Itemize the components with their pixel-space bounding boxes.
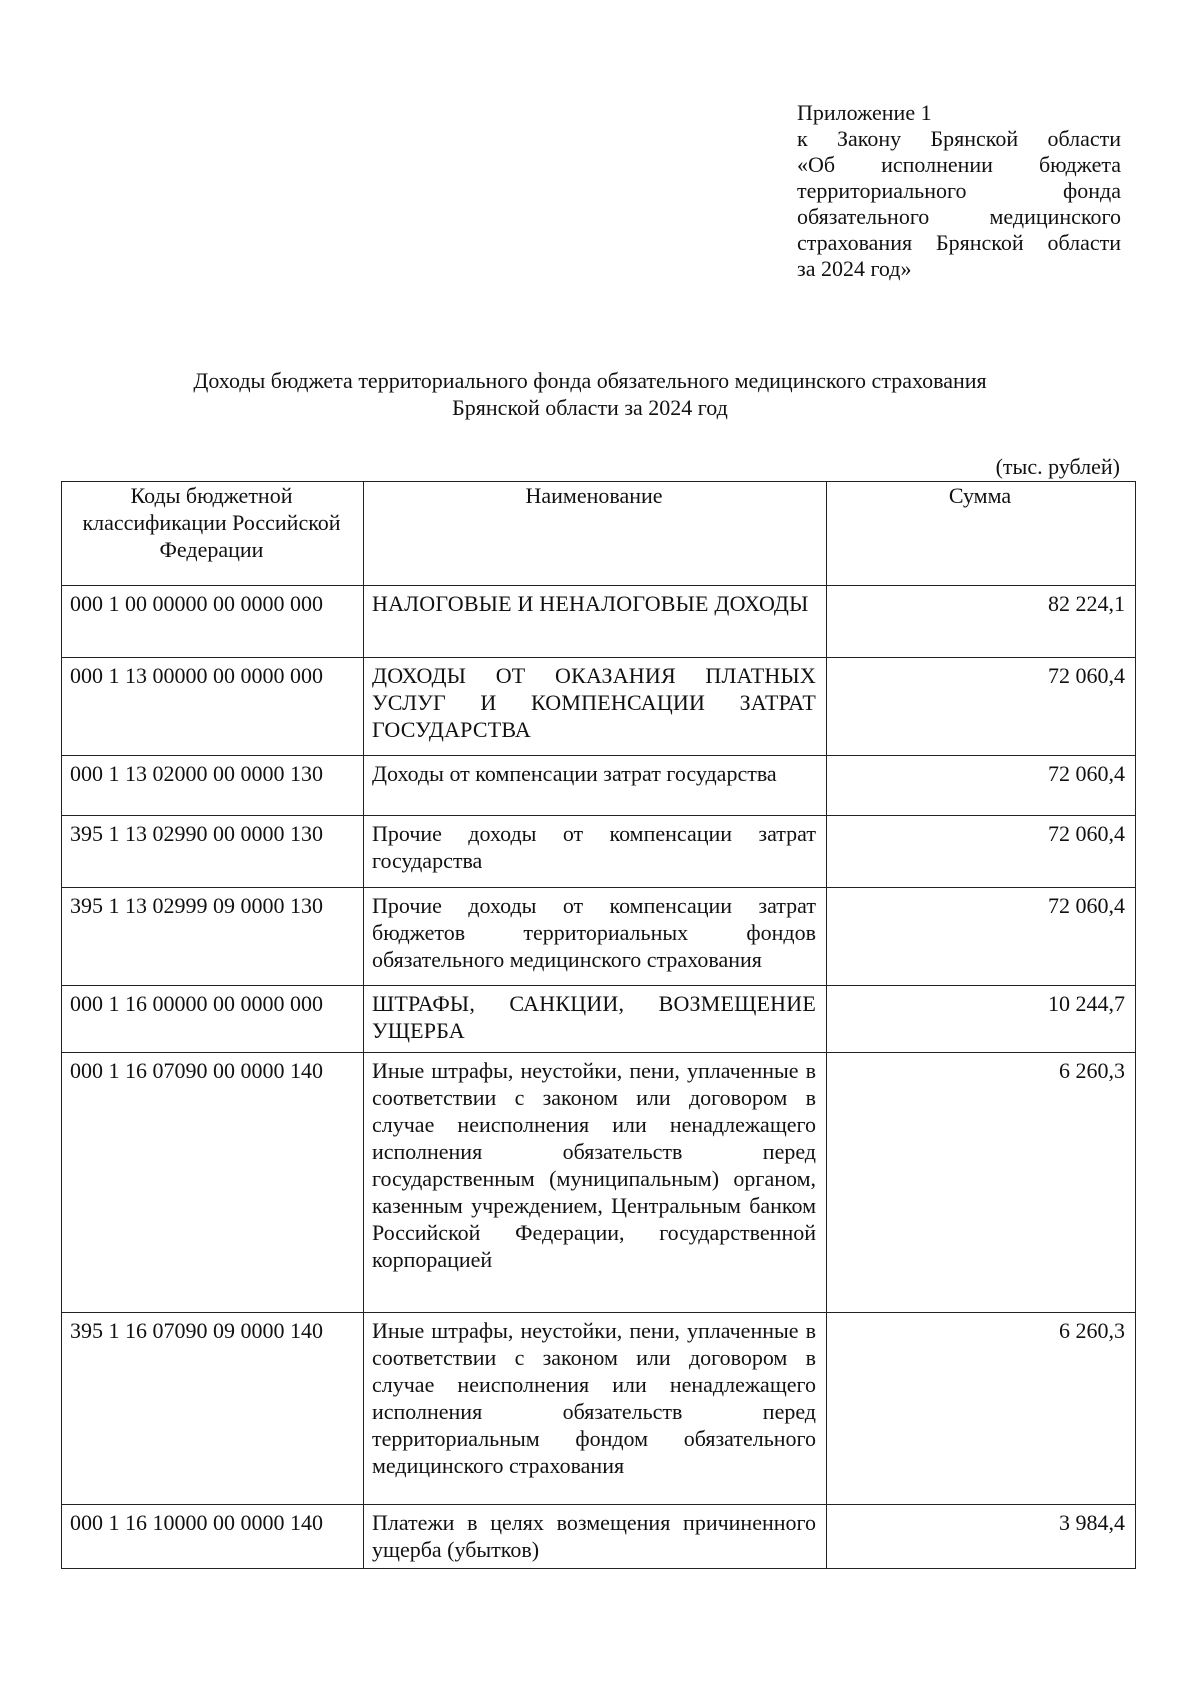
row-code: 395 1 13 02990 00 0000 130 xyxy=(62,816,364,888)
row-name: Доходы от компенсации затрат государства xyxy=(364,756,827,816)
row-code: 000 1 13 00000 00 0000 000 xyxy=(62,658,364,756)
table-row xyxy=(62,658,1136,756)
appendix-line: Приложение 1 xyxy=(797,100,932,125)
table-row xyxy=(62,888,1136,986)
row-name: Прочие доходы от компенсации затрат бюджетов территориальных фондов обязательного медицинского страхования xyxy=(364,888,827,986)
row-code: 000 1 13 02000 00 0000 130 xyxy=(62,756,364,816)
table-row xyxy=(62,1313,1136,1505)
row-code: 000 1 16 00000 00 0000 000 xyxy=(62,986,364,1053)
row-sum: 72 060,4 xyxy=(827,756,1136,816)
appendix-line: за 2024 год» xyxy=(797,256,912,281)
header-code: Коды бюджетной классификации Российской Федерации xyxy=(62,482,364,586)
table-row xyxy=(62,586,1136,658)
row-name: ДОХОДЫ ОТ ОКАЗАНИЯ ПЛАТНЫХ УСЛУГ И КОМПЕНСАЦИИ ЗАТРАТ ГОСУДАРСТВА xyxy=(364,658,827,756)
document-title xyxy=(60,367,1120,421)
appendix-line: территориального фонда xyxy=(797,178,1121,203)
row-sum: 6 260,3 xyxy=(827,1053,1136,1313)
row-code: 000 1 00 00000 00 0000 000 xyxy=(62,586,364,658)
appendix-line: страхования Брянской области xyxy=(797,230,1121,255)
row-code: 395 1 13 02999 09 0000 130 xyxy=(62,888,364,986)
units-label: (тыс. рублей) xyxy=(995,454,1120,479)
row-sum: 3 984,4 xyxy=(827,1505,1136,1569)
row-name: ШТРАФЫ, САНКЦИИ, ВОЗМЕЩЕНИЕ УЩЕРБА xyxy=(364,986,827,1053)
row-name: НАЛОГОВЫЕ И НЕНАЛОГОВЫЕ ДОХОДЫ xyxy=(364,586,827,658)
header-name: Наименование xyxy=(364,482,827,586)
appendix-line: «Об исполнении бюджета xyxy=(797,152,1121,177)
row-sum: 72 060,4 xyxy=(827,816,1136,888)
row-name: Иные штрафы, неустойки, пени, уплаченные в соответствии с законом или договором в случае неисполнения или ненадлежащего исполнения обязательств перед государственным (муниципальным) органом, казенным учреждением, Центральным банком Российской Федерации, государственной корпорацией xyxy=(364,1053,827,1313)
table-row xyxy=(62,1053,1136,1313)
row-code: 395 1 16 07090 09 0000 140 xyxy=(62,1313,364,1505)
table-row xyxy=(62,986,1136,1053)
document-title-line: Доходы бюджета территориального фонда обязательного медицинского страхования xyxy=(193,368,987,393)
table-row xyxy=(62,816,1136,888)
row-name: Иные штрафы, неустойки, пени, уплаченные в соответствии с законом или договором в случае неисполнения или ненадлежащего исполнения обязательств перед территориальным фондом обязательного медицинского страхования xyxy=(364,1313,827,1505)
row-sum: 82 224,1 xyxy=(827,586,1136,658)
row-name: Прочие доходы от компенсации затрат государства xyxy=(364,816,827,888)
table-header-row xyxy=(62,482,1136,586)
row-sum: 72 060,4 xyxy=(827,888,1136,986)
row-code: 000 1 16 07090 00 0000 140 xyxy=(62,1053,364,1313)
row-code: 000 1 16 10000 00 0000 140 xyxy=(62,1505,364,1569)
row-name: Платежи в целях возмещения причиненного ущерба (убытков) xyxy=(364,1505,827,1569)
table-row xyxy=(62,1505,1136,1569)
document-title-line: Брянской области за 2024 год xyxy=(452,395,728,420)
row-sum: 10 244,7 xyxy=(827,986,1136,1053)
appendix-header xyxy=(797,100,1121,282)
income-table xyxy=(61,481,1136,1569)
row-sum: 6 260,3 xyxy=(827,1313,1136,1505)
table-row xyxy=(62,756,1136,816)
appendix-line: обязательного медицинского xyxy=(797,204,1121,229)
header-sum: Сумма xyxy=(827,482,1136,586)
appendix-line: к Закону Брянской области xyxy=(797,126,1121,151)
row-sum: 72 060,4 xyxy=(827,658,1136,756)
